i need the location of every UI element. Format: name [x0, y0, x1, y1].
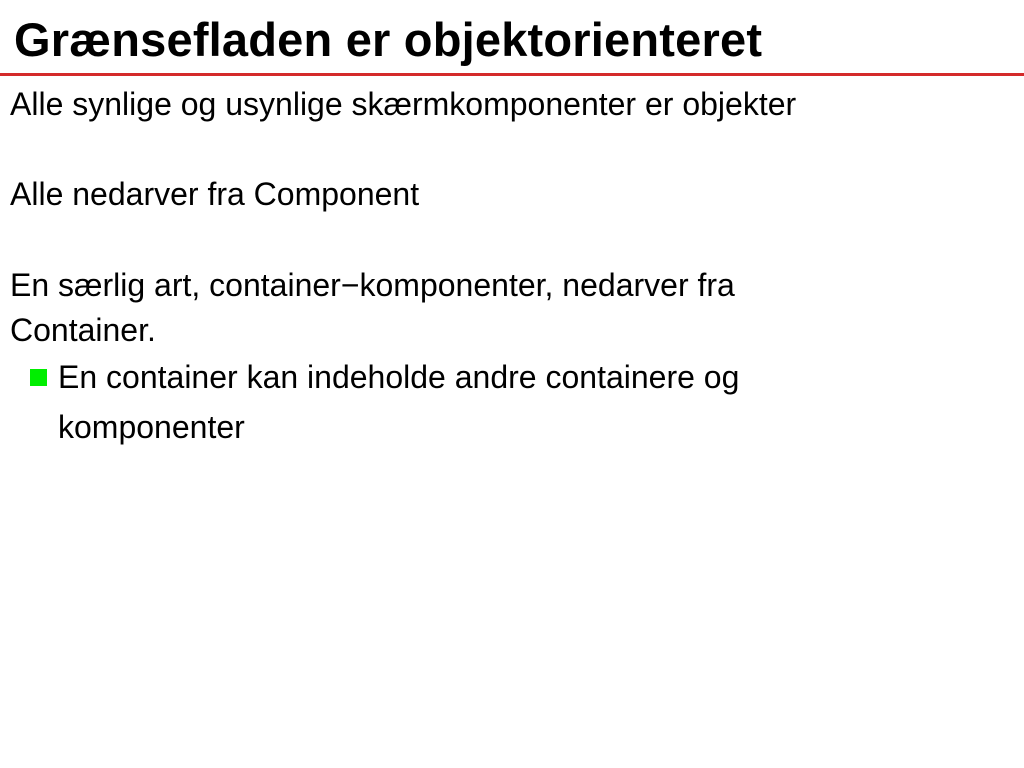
paragraph-component: Alle nedarver fra Component: [10, 176, 420, 212]
bullet-text-line-1: En container kan indeholde andre containere og: [58, 359, 740, 395]
slide-title: Grænsefladen er objektorienteret: [14, 13, 763, 66]
paragraph-container-line-1: En særlig art, container−komponenter, nedarver fra: [10, 267, 735, 303]
green-square-bullet-icon: [30, 369, 47, 386]
paragraph-visible-objects: Alle synlige og usynlige skærmkomponenter er objekter: [10, 86, 797, 122]
title-divider: [0, 73, 1024, 76]
paragraph-container-line-2: Container.: [10, 312, 156, 348]
bullet-text-line-2: komponenter: [58, 409, 245, 445]
